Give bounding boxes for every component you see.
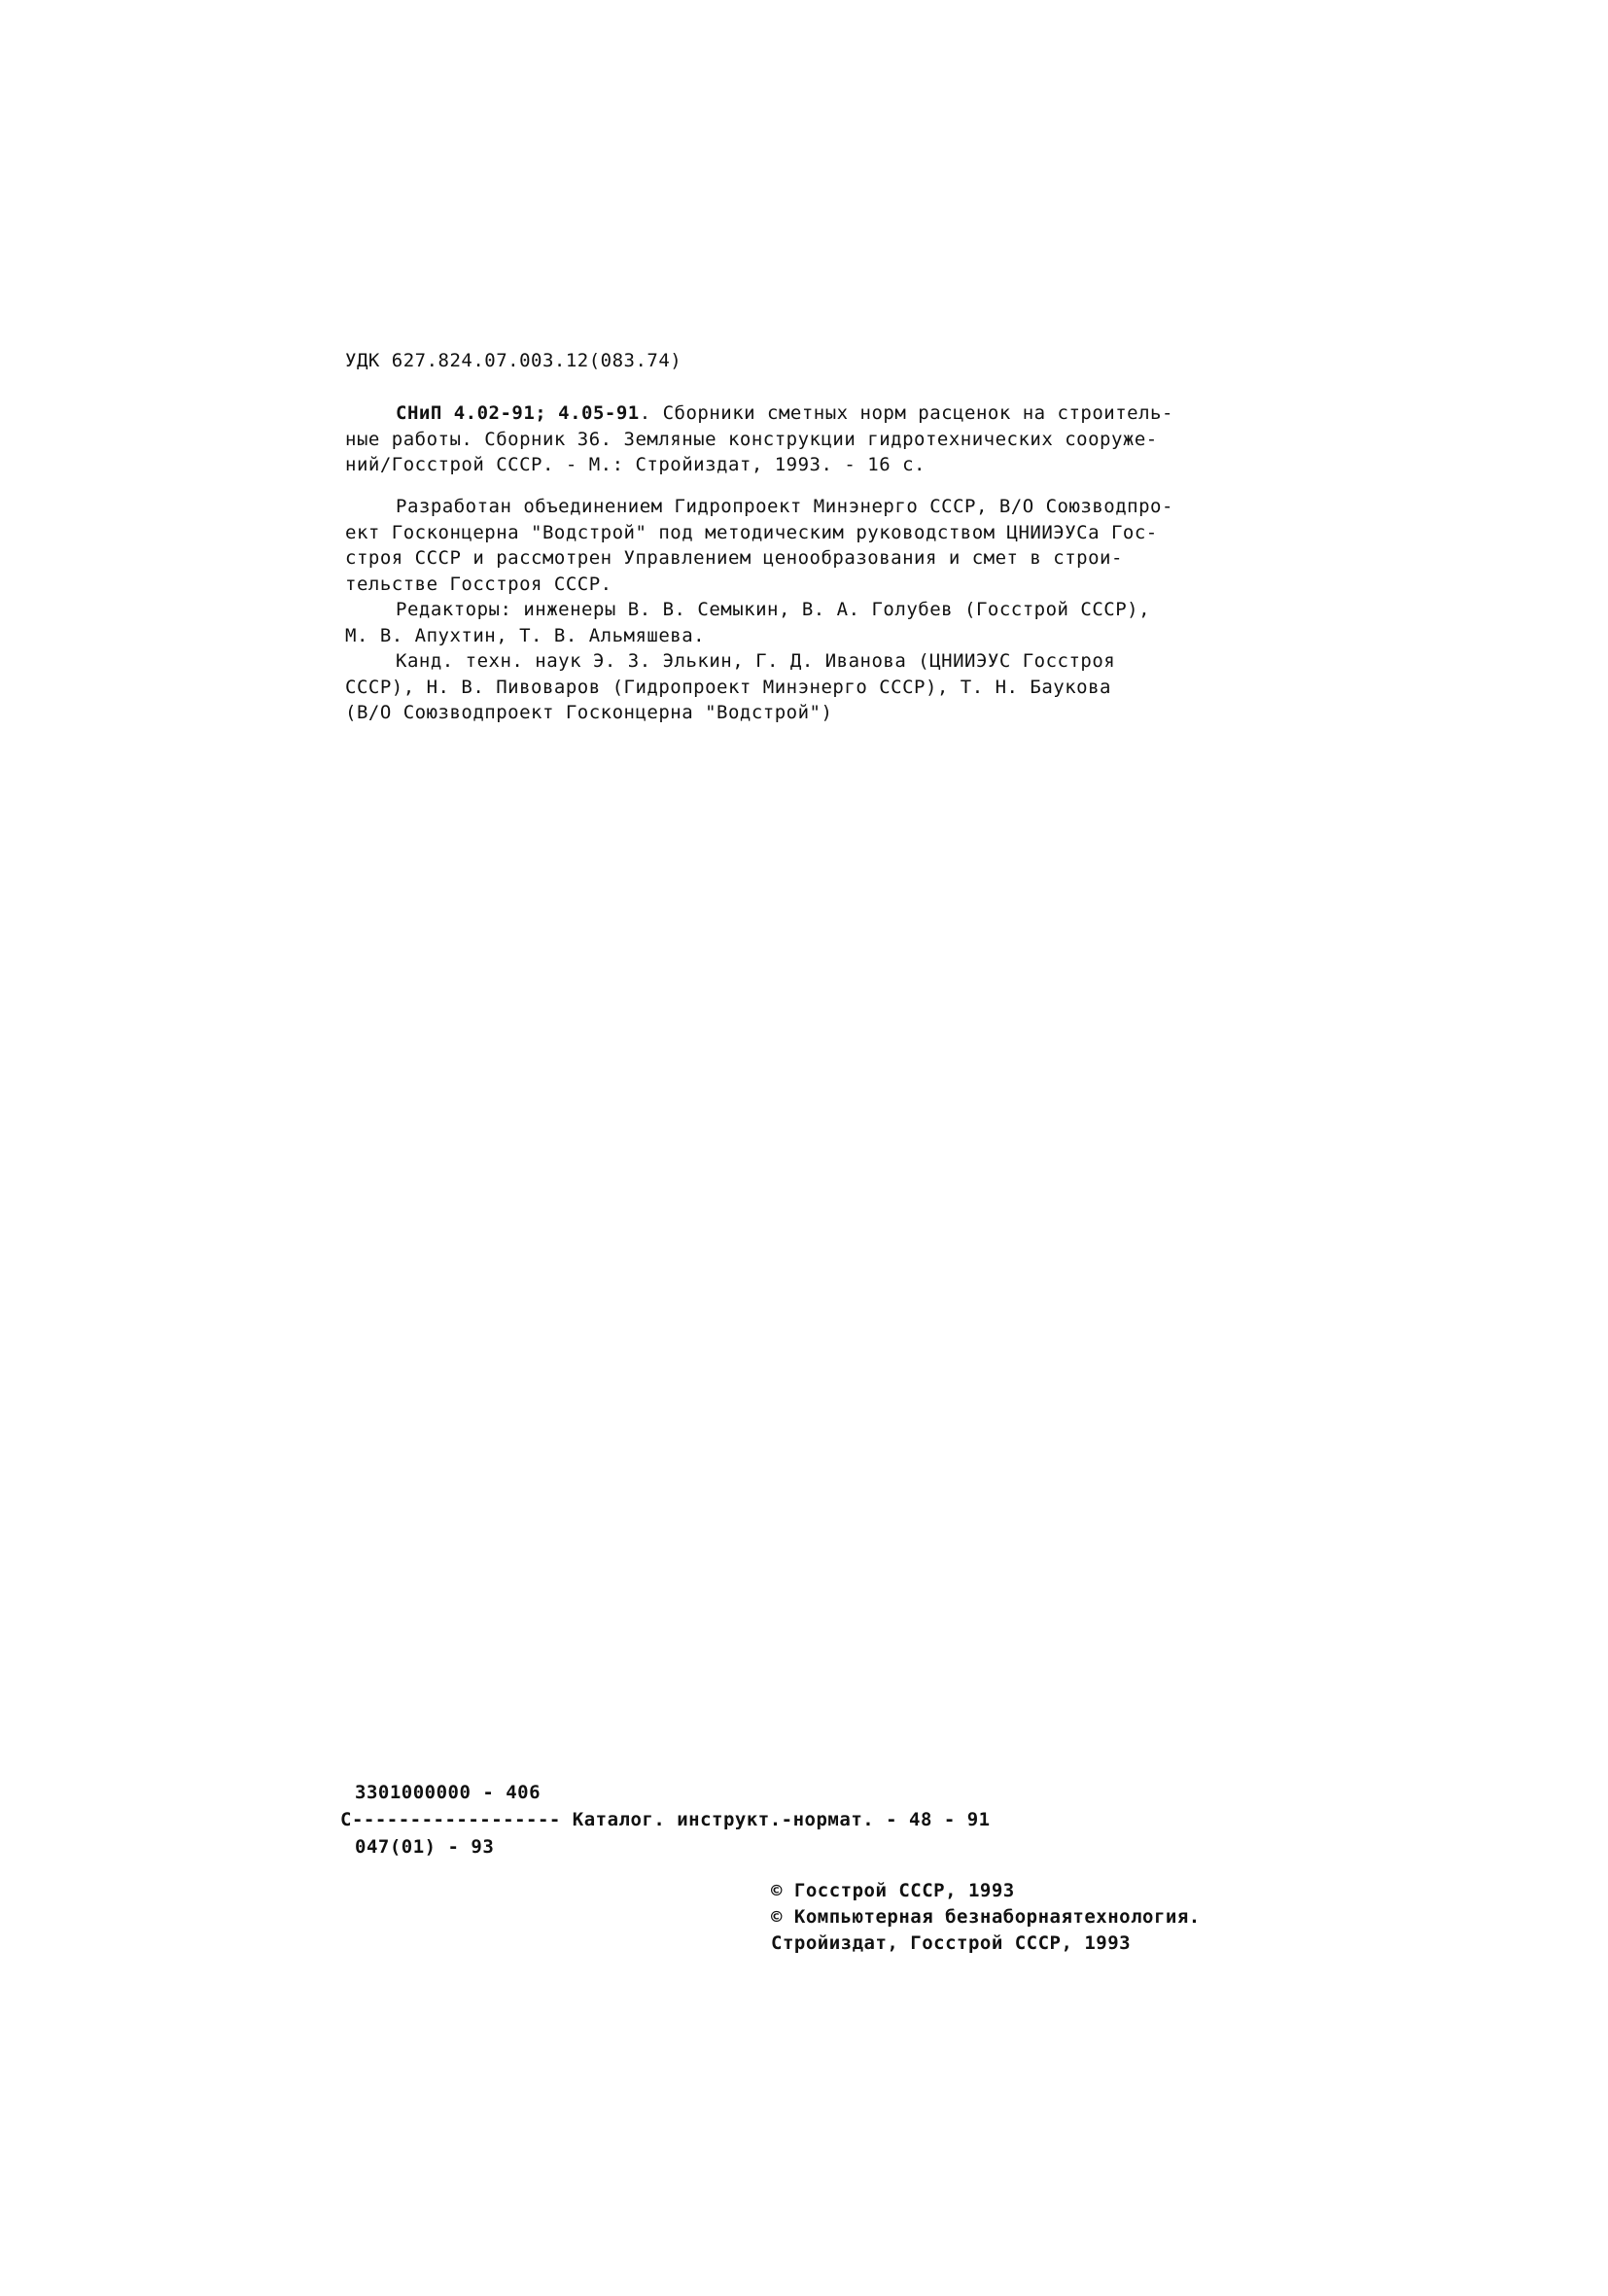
credits-section [345, 494, 1264, 726]
catalog-denominator: 047(01) - 93 [355, 1836, 495, 1858]
biblio-line-1 [345, 400, 1264, 427]
biblio-line-2: ные работы. Сборник 36. Земляные конструкции гидротехнических сооруже- [345, 428, 1158, 450]
udk-code [345, 348, 1264, 374]
catalog-numerator: 3301000000 - 406 [355, 1782, 542, 1803]
authors-line-3: (В/О Союзводпроект Госконцерна "Водстрой") [345, 702, 833, 723]
biblio-line-3: ний/Госстрой СССР. - М.: Стройиздат, 1993. - 16 с. [345, 454, 926, 475]
editors-line-1: Редакторы: инженеры В. В. Семыкин, В. А. Голубев (Госстрой СССР), [396, 599, 1151, 620]
catalog-fraction-line: С------------------ Каталог. инструкт.-нормат. - 48 - 91 [340, 1809, 991, 1830]
developed-line-4: тельстве Госстроя СССР. [345, 573, 612, 595]
copyright-line-1: © Госстрой СССР, 1993 [771, 1880, 1015, 1901]
snip-code: СНиП 4.02-91; 4.05-91 [396, 402, 640, 424]
authors-line-2: СССР), Н. В. Пивоваров (Гидропроект Минэнерго СССР), Т. Н. Баукова [345, 676, 1111, 698]
developed-line-3: строя СССР и рассмотрен Управлением ценообразования и смет в строи- [345, 547, 1123, 569]
editors-line-2: М. В. Апухтин, Т. В. Альмяшева. [345, 624, 706, 646]
developed-line-1: Разработан объединением Гидропроект Минэнерго СССР, В/О Союзводпро- [396, 496, 1173, 517]
copyright-line-3: Стройиздат, Госстрой СССР, 1993 [771, 1932, 1132, 1954]
catalog-index [340, 1779, 991, 1861]
biblio-text-1: . Сборники сметных норм расценок на строитель- [639, 402, 1173, 424]
authors-line-1: Канд. техн. наук Э. З. Элькин, Г. Д. Иванова (ЦНИИЭУС Госстроя [396, 650, 1116, 672]
udk-line: УДК 627.824.07.003.12(083.74) [345, 350, 682, 371]
bibliographic-record [345, 400, 1264, 478]
copyright-line-2: © Компьютерная безнаборнаятехнология. [771, 1906, 1201, 1928]
developed-line-2: ект Госконцерна "Водстрой" под методическим руководством ЦНИИЭУСа Гос- [345, 521, 1158, 543]
copyright-block [771, 1878, 1201, 1957]
